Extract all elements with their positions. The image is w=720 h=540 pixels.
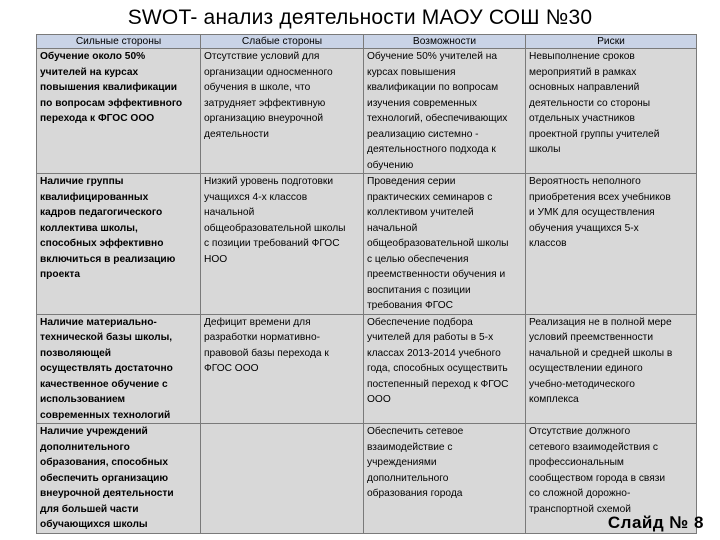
header-strengths: Сильные стороны <box>37 35 201 49</box>
slide-number: Слайд № 8 <box>607 513 704 532</box>
threat-cell: Вероятность неполного приобретения всех учебников и УМК для осуществления обучения учащихся 5-х классов <box>526 174 697 315</box>
swot-table <box>36 34 697 534</box>
opportunity-cell: Обеспечить сетевое взаимодействие с учреждениями дополнительного образования города <box>364 424 526 534</box>
strength-cell: Наличие группы квалифицированных кадров педагогического коллектива школы, способных эффективно включиться в реализацию проекта <box>37 174 201 315</box>
table-row <box>37 174 697 315</box>
opportunity-cell: Обучение 50% учителей на курсах повышения квалификации по вопросам изучения современных технологий, обеспечивающих реализацию системно - деятельностного подхода к обучению <box>364 49 526 174</box>
header-weaknesses: Слабые стороны <box>201 35 364 49</box>
strength-cell: Наличие учреждений дополнительного образования, способных обеспечить организацию внеурочной деятельности для большей части обучающихся школы <box>37 424 201 534</box>
strength-cell: Наличие материально- технической базы школы, позволяющей осуществлять достаточно качественное обучение с использованием современных технологий <box>37 314 201 424</box>
weakness-cell: Низкий уровень подготовки учащихся 4-х классов начальной общеобразовательной школы с позиции требований ФГОС НОО <box>201 174 364 315</box>
header-opportunities: Возможности <box>364 35 526 49</box>
threat-cell: Отсутствие должного сетевого взаимодействия с профессиональным сообществом города в связи со сложной дорожно- транспортной схемой <box>526 424 697 534</box>
strength-cell: Обучение около 50% учителей на курсах повышения квалификации по вопросам эффективного перехода к ФГОС ООО <box>37 49 201 174</box>
weakness-cell: Отсутствие условий для организации односменного обучения в школе, что затрудняет эффективную организацию внеурочной деятельности <box>201 49 364 174</box>
opportunity-cell: Обеспечение подбора учителей для работы в 5-х классах 2013-2014 учебного года, способных осуществить постепенный переход к ФГОС ООО <box>364 314 526 424</box>
table-row <box>37 49 697 174</box>
weakness-cell: Дефицит времени для разработки нормативно- правовой базы перехода к ФГОС ООО <box>201 314 364 424</box>
weakness-cell <box>201 424 364 534</box>
table-row <box>37 424 697 534</box>
threat-cell: Реализация не в полной мере условий преемственности начальной и средней школы в осуществлении единого учебно-методического комплекса <box>526 314 697 424</box>
opportunity-cell: Проведения серии практических семинаров с коллективом учителей начальной общеобразовательной школы с целью обеспечения преемственности обучения и воспитания с позиции требования ФГОС <box>364 174 526 315</box>
header-row <box>37 35 697 49</box>
header-threats: Риски <box>526 35 697 49</box>
table-row <box>37 314 697 424</box>
threat-cell: Невыполнение сроков мероприятий в рамках основных направлений деятельности со стороны отдельных участников проектной группы учителей школы <box>526 49 697 174</box>
page-title: SWOT- анализ деятельности МАОУ СОШ №30 <box>127 6 593 29</box>
